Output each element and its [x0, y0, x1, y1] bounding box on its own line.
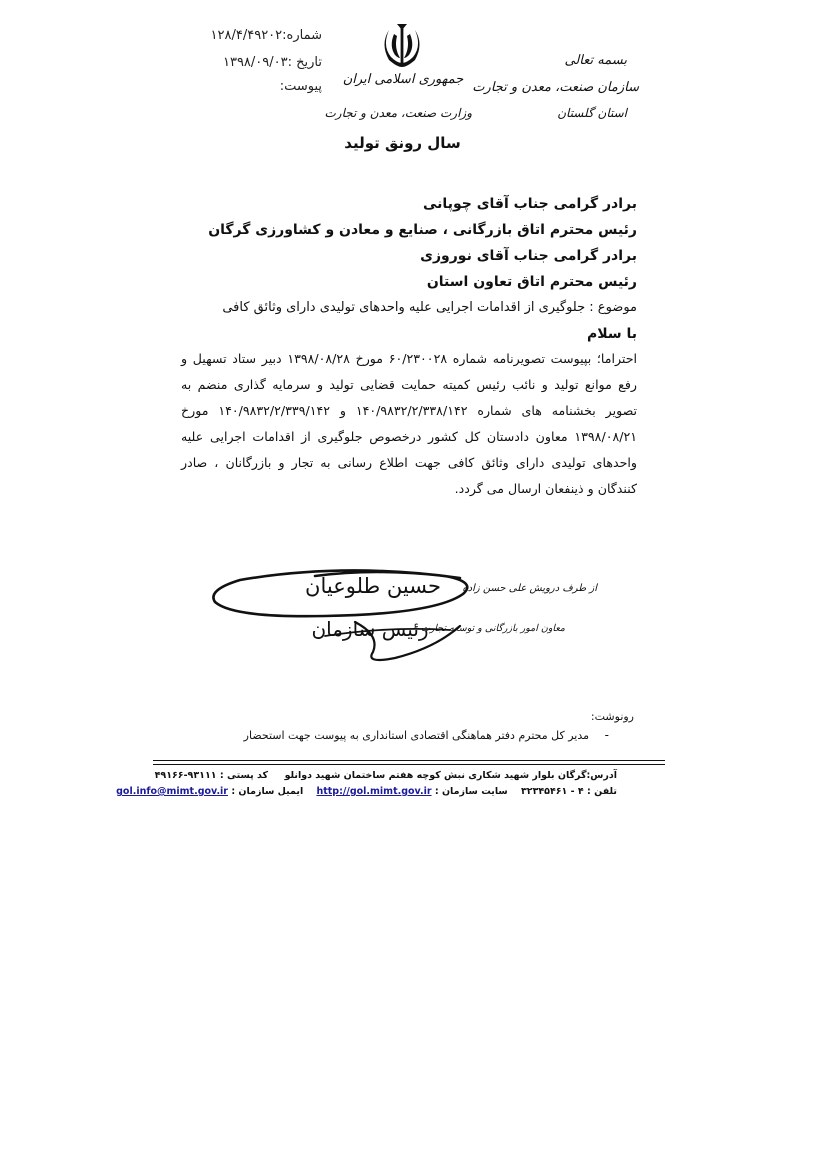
footer-address: آدرس:گرگان بلوار شهید شکاری نبش کوچه هفتم ساختمان شهید دوانلو	[284, 770, 617, 781]
letter-attachment-label: پیوست:	[279, 79, 322, 94]
subject-label: موضوع :	[589, 300, 637, 315]
recipient-line-1: برادر گرامی جناب آقای چوپانی	[423, 196, 637, 212]
footer-website-label: سایت سازمان :	[434, 786, 508, 797]
letter-date-label: تاریخ :	[287, 55, 322, 70]
recipient-line-3: برادر گرامی جناب آقای نوروزی	[420, 248, 637, 264]
recipient-line-4: رئیس محترم اتاق تعاون استان	[426, 274, 637, 290]
footer-postal-code: ۹۳۱۱۱-۴۹۱۶۶	[154, 770, 217, 781]
org-name: سازمان صنعت، معدن و تجارت	[472, 80, 639, 95]
cc-bullet: -	[604, 728, 609, 742]
deputy-title: معاون امور بازرگانی و توسعه تجارت	[420, 623, 565, 634]
footer-email-link[interactable]: gol.info@mimt.gov.ir	[116, 786, 228, 797]
greeting: با سلام	[586, 326, 637, 342]
center-subtitle: وزارت صنعت، معدن و تجارت	[324, 106, 472, 120]
letter-attachment	[280, 79, 322, 94]
footer-contact-line	[116, 786, 617, 797]
iran-emblem-icon	[378, 22, 426, 68]
signatory-title: رئیس سازمان	[311, 617, 429, 641]
footer-divider-thin	[153, 764, 665, 765]
year-slogan: سال رونق تولید	[344, 134, 461, 152]
letter-number-value: ۱۲۸/۴/۴۹۲۰۲	[210, 28, 283, 43]
subject-text: جلوگیری از اقدامات اجرایی علیه واحدهای تولیدی دارای وثائق کافی	[222, 300, 586, 315]
recipient-line-2: رئیس محترم اتاق بازرگانی ، صنایع و معادن و کشاورزی گرگان	[208, 222, 637, 238]
province-name: استان گلستان	[557, 106, 627, 120]
subject-line	[222, 300, 637, 315]
footer-address-line	[155, 770, 617, 781]
center-title: جمهوری اسلامی ایران	[342, 72, 464, 87]
invocation: بسمه تعالی	[564, 53, 627, 68]
body-paragraph: احتراما؛ بپیوست تصویرنامه شماره ۶۰/۲۳۰۰۲۸ مورخ ۱۳۹۸/۰۸/۲۸ دبیر ستاد تسهیل و رفع موانع تولید و نائب رئیس کمیته حمایت قضایی تولید و سرمایه گذاری منضم به تصویر بخشنامه های شماره ۱۴۰/۹۸۳۲/۲/۳۳۸/۱۴۲ و ۱۴۰/۹۸۳۲/۲/۳۳۹/۱۴۲ مورخ ۱۳۹۸/۰۸/۲۱ معاون دادستان کل کشور درخصوص جلوگیری از اقدامات اجرایی علیه واحدهای تولیدی دارای وثائق کافی جهت اطلاع رسانی به تجار و بازرگانان ، صادر کنندگان و ذینفعان ارسال می گردد.	[181, 351, 638, 496]
footer-email-label: ایمیل سازمان :	[231, 786, 304, 797]
letter-number	[211, 28, 322, 43]
letter-date-value: ۱۳۹۸/۰۹/۰۳	[222, 55, 288, 70]
cc-label: رونوشت:	[590, 710, 634, 723]
signatory-name: حسین طلوعیان	[305, 574, 441, 598]
footer-postal-label: کد پستی :	[219, 770, 269, 781]
footer-divider	[153, 760, 665, 761]
letter-date	[223, 55, 322, 70]
cc-line: مدیر کل محترم دفتر هماهنگی اقتصادی استانداری به پیوست جهت استحضار	[243, 729, 589, 742]
footer-phone-label: تلفن :	[587, 786, 617, 797]
letter-number-label: شماره:	[282, 28, 322, 43]
footer-website-link[interactable]: http://gol.mimt.gov.ir	[316, 786, 432, 797]
on-behalf-note: از طرف درویش علی حسن زاده	[462, 583, 597, 594]
footer-phone: ۴ - ۳۲۳۴۵۴۶۱	[520, 786, 584, 797]
